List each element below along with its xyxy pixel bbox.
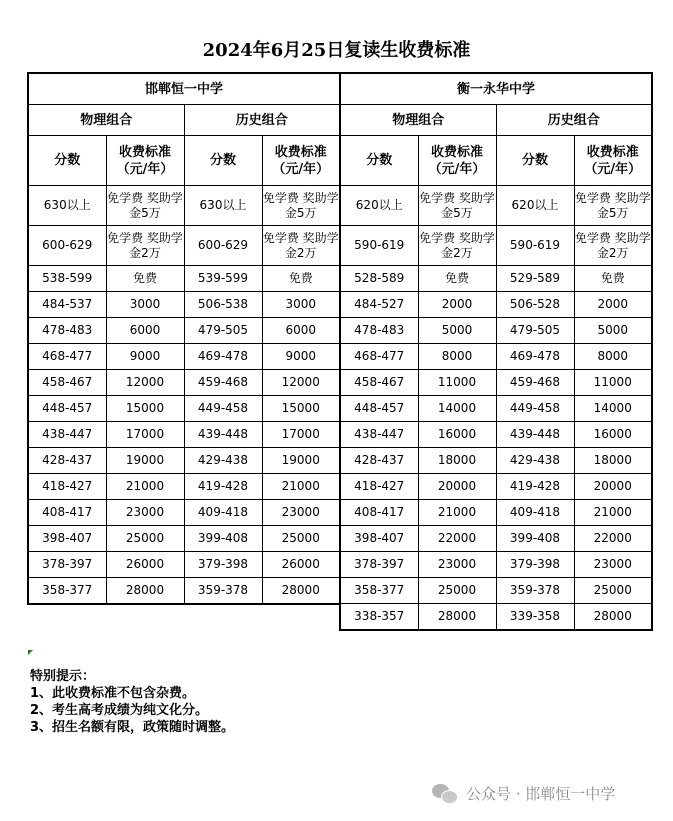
table-row <box>28 500 340 526</box>
fee-cell: 20000 <box>574 474 652 500</box>
score-cell: 418-427 <box>340 474 418 500</box>
score-cell: 458-467 <box>28 370 106 396</box>
table-row <box>28 552 340 578</box>
footer-watermark <box>432 783 615 804</box>
col-fee: 收费标准 （元/年） <box>106 136 184 186</box>
fee-cell: 25000 <box>106 526 184 552</box>
notes-heading: 特别提示： <box>30 669 96 684</box>
fee-cell: 25000 <box>574 578 652 604</box>
fee-cell: 21000 <box>418 500 496 526</box>
score-cell: 429-438 <box>184 448 262 474</box>
fee-cell: 免费 <box>574 266 652 292</box>
fee-cell: 5000 <box>418 318 496 344</box>
score-cell: 428-437 <box>340 448 418 474</box>
fee-cell: 6000 <box>106 318 184 344</box>
footer-text: 公众号 · 邯郸恒一中学 <box>466 785 616 803</box>
fee-cell: 2000 <box>574 292 652 318</box>
left-fee-table <box>27 72 341 605</box>
table-row <box>340 396 652 422</box>
score-cell: 449-458 <box>184 396 262 422</box>
score-cell: 408-417 <box>28 500 106 526</box>
fee-cell: 25000 <box>262 526 340 552</box>
score-cell: 448-457 <box>340 396 418 422</box>
score-cell: 478-483 <box>28 318 106 344</box>
score-cell: 484-537 <box>28 292 106 318</box>
fee-cell: 19000 <box>106 448 184 474</box>
fee-cell: 12000 <box>106 370 184 396</box>
fee-cell: 5000 <box>574 318 652 344</box>
score-cell: 469-478 <box>184 344 262 370</box>
score-cell: 506-538 <box>184 292 262 318</box>
school-name: 邯郸恒一中学 <box>28 73 340 105</box>
score-cell: 408-417 <box>340 500 418 526</box>
table-row <box>28 186 340 226</box>
score-cell: 539-599 <box>184 266 262 292</box>
score-cell: 409-418 <box>496 500 574 526</box>
table-row <box>28 370 340 396</box>
table-row <box>28 344 340 370</box>
score-cell: 339-358 <box>496 604 574 631</box>
fee-cell: 免学费 奖助学金5万 <box>574 186 652 226</box>
fee-cell: 免学费 奖助学金5万 <box>106 186 184 226</box>
score-cell: 419-428 <box>184 474 262 500</box>
fee-cell: 22000 <box>574 526 652 552</box>
score-cell: 398-407 <box>28 526 106 552</box>
fee-cell: 20000 <box>418 474 496 500</box>
score-cell: 418-427 <box>28 474 106 500</box>
fee-cell: 25000 <box>418 578 496 604</box>
fee-cell: 9000 <box>106 344 184 370</box>
fee-cell: 17000 <box>106 422 184 448</box>
score-cell: 468-477 <box>28 344 106 370</box>
score-cell: 379-398 <box>496 552 574 578</box>
fee-cell: 18000 <box>574 448 652 474</box>
fee-cell: 2000 <box>418 292 496 318</box>
fee-cell: 6000 <box>262 318 340 344</box>
fee-cell: 免学费 奖助学金2万 <box>418 226 496 266</box>
score-cell: 506-528 <box>496 292 574 318</box>
score-cell: 479-505 <box>184 318 262 344</box>
table-row <box>340 526 652 552</box>
table-row <box>340 448 652 474</box>
score-cell: 379-398 <box>184 552 262 578</box>
score-cell: 378-397 <box>28 552 106 578</box>
score-cell: 448-457 <box>28 396 106 422</box>
fee-cell: 21000 <box>574 500 652 526</box>
score-cell: 590-619 <box>496 226 574 266</box>
table-row <box>28 292 340 318</box>
fee-cell: 17000 <box>262 422 340 448</box>
table-row <box>340 318 652 344</box>
table-row <box>340 344 652 370</box>
fee-cell: 28000 <box>574 604 652 631</box>
score-cell: 600-629 <box>184 226 262 266</box>
table-row <box>28 474 340 500</box>
score-cell: 438-447 <box>28 422 106 448</box>
table-row <box>340 604 652 631</box>
notes <box>30 668 234 736</box>
score-cell: 359-378 <box>184 578 262 605</box>
fee-cell: 23000 <box>574 552 652 578</box>
score-cell: 528-589 <box>340 266 418 292</box>
fee-cell: 26000 <box>106 552 184 578</box>
score-cell: 620以上 <box>340 186 418 226</box>
fee-cell: 免学费 奖助学金2万 <box>262 226 340 266</box>
score-cell: 399-408 <box>496 526 574 552</box>
table-row <box>340 578 652 604</box>
score-cell: 468-477 <box>340 344 418 370</box>
table-row <box>340 292 652 318</box>
score-cell: 428-437 <box>28 448 106 474</box>
fee-cell: 28000 <box>262 578 340 605</box>
score-cell: 590-619 <box>340 226 418 266</box>
fee-cell: 15000 <box>262 396 340 422</box>
group-history: 历史组合 <box>184 105 340 136</box>
fee-cell: 15000 <box>106 396 184 422</box>
right-fee-table <box>339 72 653 631</box>
fee-cell: 8000 <box>574 344 652 370</box>
fee-cell: 3000 <box>106 292 184 318</box>
table-row <box>340 266 652 292</box>
fee-cell: 26000 <box>262 552 340 578</box>
score-cell: 459-468 <box>184 370 262 396</box>
score-cell: 429-438 <box>496 448 574 474</box>
score-cell: 600-629 <box>28 226 106 266</box>
score-cell: 399-408 <box>184 526 262 552</box>
score-cell: 529-589 <box>496 266 574 292</box>
score-cell: 458-467 <box>340 370 418 396</box>
note-item: 1、此收费标准不包含杂费。 <box>30 686 196 701</box>
fee-cell: 16000 <box>574 422 652 448</box>
fee-cell: 28000 <box>106 578 184 605</box>
fee-cell: 23000 <box>106 500 184 526</box>
fee-cell: 19000 <box>262 448 340 474</box>
table-row <box>28 226 340 266</box>
col-fee: 收费标准 （元/年） <box>262 136 340 186</box>
school-name: 衡一永华中学 <box>340 73 652 105</box>
note-item: 2、考生高考成绩为纯文化分。 <box>30 703 209 718</box>
table-row <box>340 186 652 226</box>
table-row <box>340 474 652 500</box>
fee-cell: 21000 <box>262 474 340 500</box>
score-cell: 438-447 <box>340 422 418 448</box>
score-cell: 358-377 <box>28 578 106 605</box>
fee-cell: 免学费 奖助学金2万 <box>574 226 652 266</box>
score-cell: 459-468 <box>496 370 574 396</box>
fee-cell: 8000 <box>418 344 496 370</box>
col-fee: 收费标准 （元/年） <box>418 136 496 186</box>
fee-cell: 9000 <box>262 344 340 370</box>
score-cell: 419-428 <box>496 474 574 500</box>
fee-cell: 免学费 奖助学金5万 <box>418 186 496 226</box>
table-row <box>340 500 652 526</box>
score-cell: 538-599 <box>28 266 106 292</box>
score-cell: 338-357 <box>340 604 418 631</box>
table-row <box>28 396 340 422</box>
fee-cell: 免费 <box>106 266 184 292</box>
score-cell: 358-377 <box>340 578 418 604</box>
score-cell: 439-448 <box>184 422 262 448</box>
fee-cell: 28000 <box>418 604 496 631</box>
col-score: 分数 <box>184 136 262 186</box>
score-cell: 398-407 <box>340 526 418 552</box>
fee-cell: 11000 <box>574 370 652 396</box>
fee-cell: 免费 <box>262 266 340 292</box>
page-title: 2024年6月25日复读生收费标准 <box>202 40 471 61</box>
fee-cell: 18000 <box>418 448 496 474</box>
col-score: 分数 <box>28 136 106 186</box>
table-row <box>28 526 340 552</box>
fee-cell: 14000 <box>418 396 496 422</box>
table-row <box>340 370 652 396</box>
fee-cell: 21000 <box>106 474 184 500</box>
table-row <box>28 318 340 344</box>
group-history: 历史组合 <box>496 105 652 136</box>
fee-cell: 16000 <box>418 422 496 448</box>
table-row <box>340 422 652 448</box>
score-cell: 484-527 <box>340 292 418 318</box>
table-row <box>340 552 652 578</box>
score-cell: 359-378 <box>496 578 574 604</box>
fee-cell: 12000 <box>262 370 340 396</box>
fee-cell: 14000 <box>574 396 652 422</box>
score-cell: 630以上 <box>184 186 262 226</box>
fee-cell: 23000 <box>418 552 496 578</box>
table-row <box>28 578 340 605</box>
score-cell: 479-505 <box>496 318 574 344</box>
score-cell: 478-483 <box>340 318 418 344</box>
table-row <box>28 448 340 474</box>
group-physics: 物理组合 <box>340 105 496 136</box>
score-cell: 620以上 <box>496 186 574 226</box>
fee-cell: 3000 <box>262 292 340 318</box>
score-cell: 378-397 <box>340 552 418 578</box>
green-corner-mark <box>28 650 33 655</box>
score-cell: 469-478 <box>496 344 574 370</box>
col-score: 分数 <box>496 136 574 186</box>
score-cell: 409-418 <box>184 500 262 526</box>
score-cell: 630以上 <box>28 186 106 226</box>
table-row <box>28 266 340 292</box>
score-cell: 449-458 <box>496 396 574 422</box>
fee-cell: 11000 <box>418 370 496 396</box>
note-item: 3、招生名额有限，政策随时调整。 <box>30 720 235 735</box>
wechat-icon <box>432 784 458 804</box>
fee-cell: 22000 <box>418 526 496 552</box>
col-fee: 收费标准 （元/年） <box>574 136 652 186</box>
fee-cell: 免学费 奖助学金5万 <box>262 186 340 226</box>
table-row <box>28 422 340 448</box>
fee-cell: 免费 <box>418 266 496 292</box>
score-cell: 439-448 <box>496 422 574 448</box>
group-physics: 物理组合 <box>28 105 184 136</box>
fee-cell: 23000 <box>262 500 340 526</box>
table-row <box>340 226 652 266</box>
fee-cell: 免学费 奖助学金2万 <box>106 226 184 266</box>
col-score: 分数 <box>340 136 418 186</box>
